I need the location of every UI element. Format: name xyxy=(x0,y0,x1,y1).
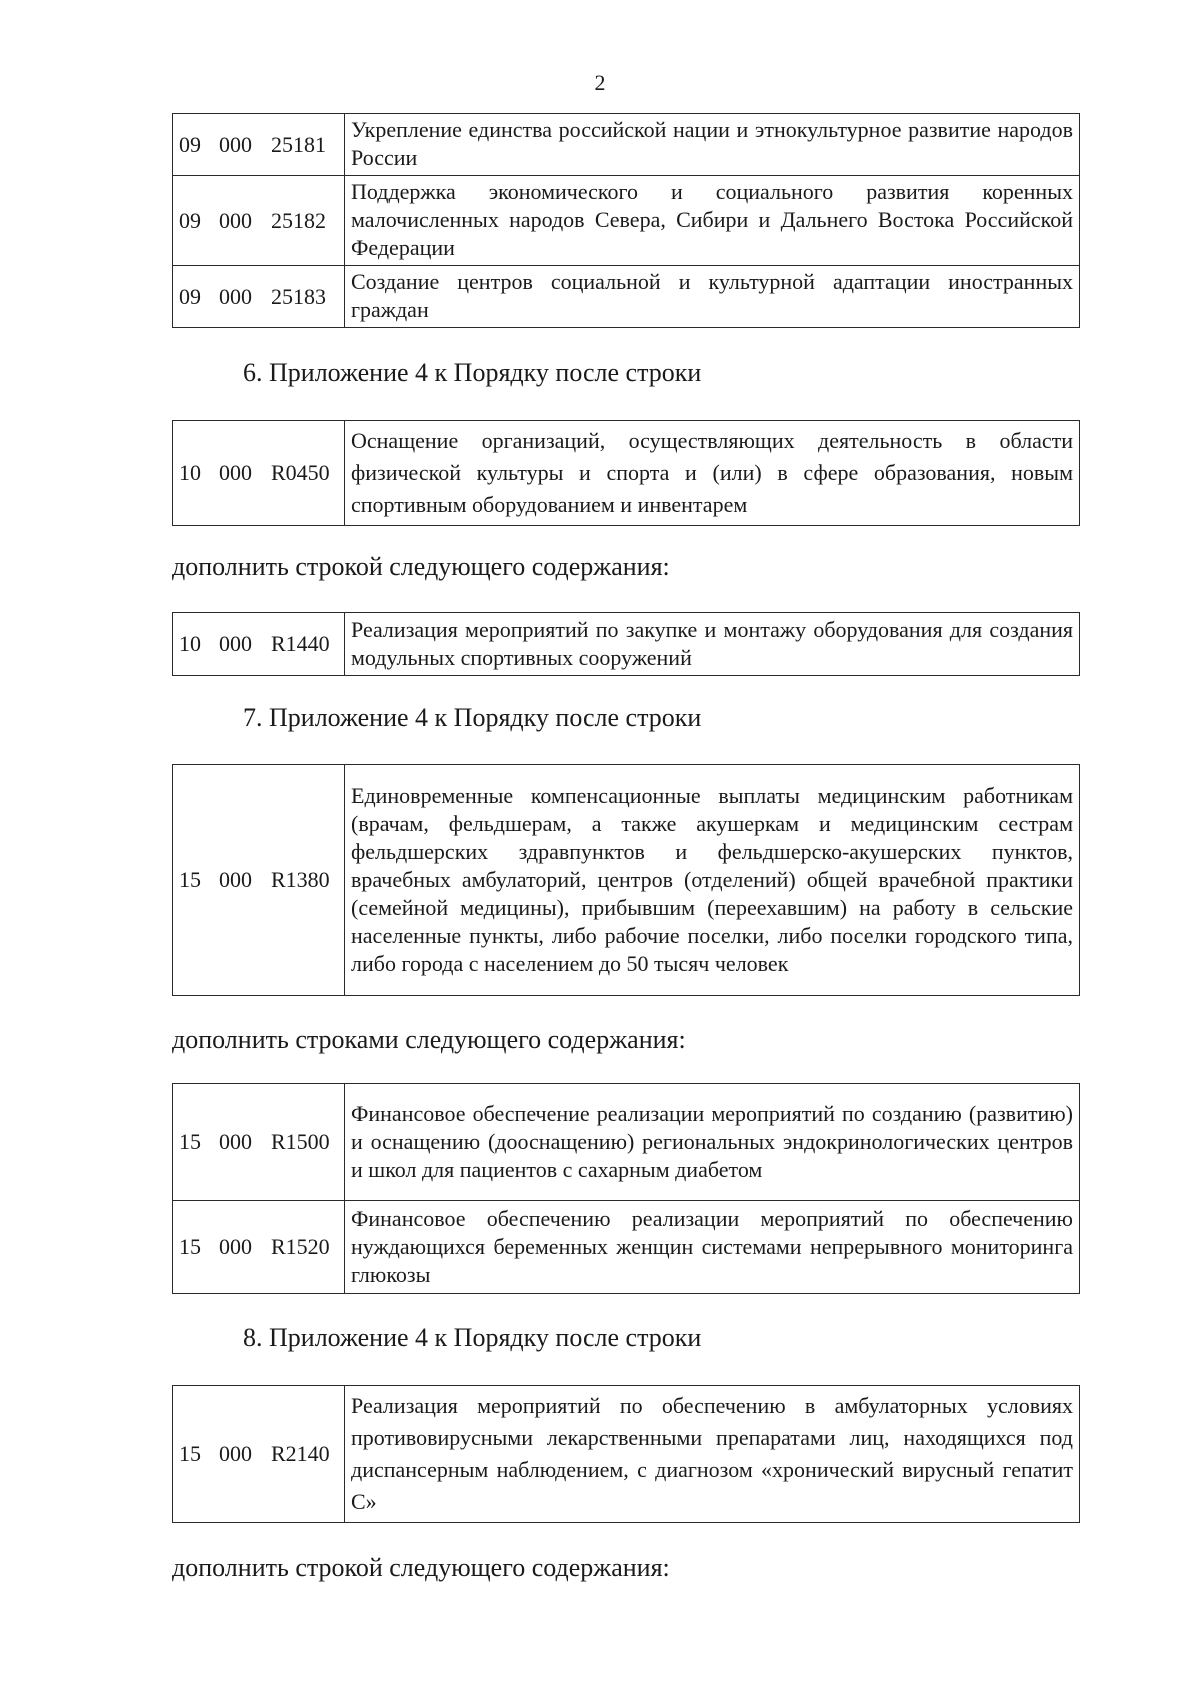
description-cell: Укрепление единства российской нации и этнокультурное развитие народов России xyxy=(345,114,1080,176)
description-cell: Реализация мероприятий по закупке и монтажу оборудования для создания модульных спортивных сооружений xyxy=(345,613,1080,676)
code-cell: 09 000 25181 xyxy=(173,114,345,176)
code-cell: 15 000 R2140 xyxy=(173,1386,345,1523)
table-row xyxy=(173,1084,1080,1201)
description-cell: Единовременные компенсационные выплаты медицинским работникам (врачам, фельдшерам, а также акушеркам и медицинским сестрам фельдшерских здравпунктов и фельдшерско-акушерских пунктов, врачебных амбулаторий, центров (отделений) общей врачебной практики (семейной медицины), прибывшим (переехавшим) на работу в сельские населенные пункты, либо рабочие поселки, либо поселки городского типа, либо города с населением до 50 тысяч человек xyxy=(345,765,1080,996)
add-line-instruction: дополнить строкой следующего содержания: xyxy=(172,552,670,581)
table-row xyxy=(173,1201,1080,1294)
table-row xyxy=(173,765,1080,996)
add-line-instruction-final: дополнить строкой следующего содержания: xyxy=(172,1553,670,1582)
description-cell: Оснащение организаций, осуществляющих деятельность в области физической культуры и спорта и (или) в сфере образования, новым спортивным оборудованием и инвентарем xyxy=(345,421,1080,526)
section-7-heading: 7. Приложение 4 к Порядку после строки xyxy=(243,703,702,732)
budget-codes-table-1 xyxy=(172,113,1080,328)
add-lines-instruction: дополнить строками следующего содержания: xyxy=(172,1025,686,1054)
table-row xyxy=(173,1386,1080,1523)
table-row xyxy=(173,266,1080,328)
description-cell: Финансовое обеспечение реализации мероприятий по созданию (развитию) и оснащению (дооснащению) региональных эндокринологических центров и школ для пациентов с сахарным диабетом xyxy=(345,1084,1080,1201)
budget-codes-table-6 xyxy=(172,1385,1080,1523)
code-cell: 10 000 R0450 xyxy=(173,421,345,526)
page-number: 2 xyxy=(594,70,606,95)
code-cell: 15 000 R1380 xyxy=(173,765,345,996)
code-cell: 15 000 R1500 xyxy=(173,1084,345,1201)
code-cell: 09 000 25183 xyxy=(173,266,345,328)
budget-codes-table-5 xyxy=(172,1083,1080,1294)
code-cell: 15 000 R1520 xyxy=(173,1201,345,1294)
code-cell: 10 000 R1440 xyxy=(173,613,345,676)
section-6-heading: 6. Приложение 4 к Порядку после строки xyxy=(243,358,702,387)
code-cell: 09 000 25182 xyxy=(173,176,345,266)
table-row xyxy=(173,613,1080,676)
description-cell: Реализация мероприятий по обеспечению в амбулаторных условиях противовирусными лекарственными препаратами лиц, находящихся под диспансерным наблюдением, с диагнозом «хронический вирусный гепатит С» xyxy=(345,1386,1080,1523)
description-cell: Финансовое обеспечению реализации мероприятий по обеспечению нуждающихся беременных женщин системами непрерывного мониторинга глюкозы xyxy=(345,1201,1080,1294)
budget-codes-table-4 xyxy=(172,764,1080,996)
section-8-heading: 8. Приложение 4 к Порядку после строки xyxy=(243,1323,702,1352)
budget-codes-table-3 xyxy=(172,612,1080,676)
description-cell: Создание центров социальной и культурной адаптации иностранных граждан xyxy=(345,266,1080,328)
description-cell: Поддержка экономического и социального развития коренных малочисленных народов Севера, Сибири и Дальнего Востока Российской Федерации xyxy=(345,176,1080,266)
table-row xyxy=(173,421,1080,526)
table-row xyxy=(173,176,1080,266)
table-row xyxy=(173,114,1080,176)
budget-codes-table-2 xyxy=(172,420,1080,526)
